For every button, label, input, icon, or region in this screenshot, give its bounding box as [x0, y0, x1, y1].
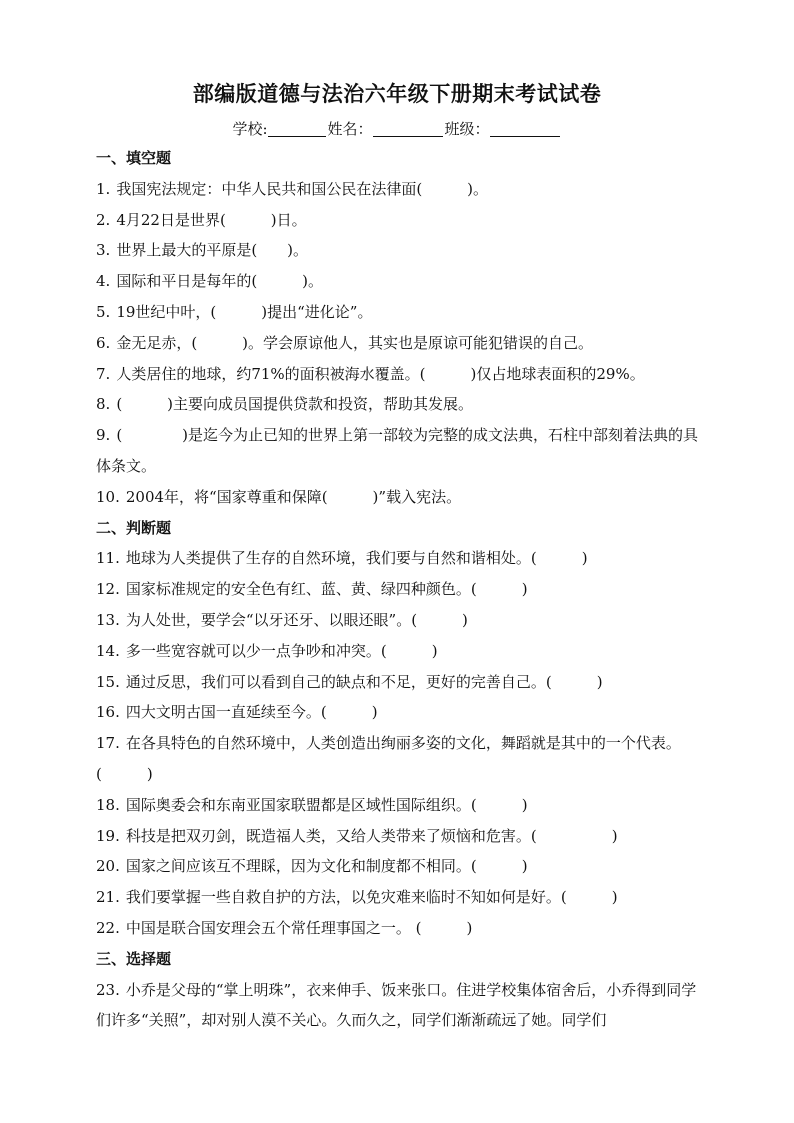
- question-text: 我们要掌握一些自救自护的方法，以免灾难来临时不知如何是好。( ): [125, 888, 618, 907]
- question-text: 多一些宽容就可以少一点争吵和冲突。( ): [125, 641, 438, 660]
- question-item: [96, 851, 700, 882]
- question-number: 5.: [96, 302, 111, 321]
- question-number: 14.: [96, 641, 120, 660]
- section-heading: 三、选择题: [96, 949, 172, 968]
- question-number: 6.: [96, 333, 111, 352]
- question-item: [96, 389, 700, 420]
- question-number: 23.: [96, 980, 120, 999]
- question-text: 4月22日是世界( )日。: [116, 210, 307, 229]
- question-number: 21.: [96, 888, 120, 907]
- question-text: 科技是把双刃剑，既造福人类，又给人类带来了烦恼和危害。( ): [125, 826, 618, 845]
- question-item: [96, 328, 700, 359]
- question-item: [96, 728, 700, 790]
- question-text: ( )是迄今为止已知的世界上第一部较为完整的成文法典，石柱中部刻着法典的具体条文。: [96, 426, 699, 475]
- question-item: [96, 821, 700, 852]
- question-text: ( )主要向成员国提供贷款和投资，帮助其发展。: [116, 395, 474, 414]
- question-item: [96, 605, 700, 636]
- question-number: 1.: [96, 179, 111, 198]
- school-label: 学校:: [232, 120, 268, 138]
- question-text: 中国是联合国安理会五个常任理事国之一。 ( ): [125, 918, 473, 937]
- question-item: [96, 790, 700, 821]
- question-text: 地球为人类提供了生存的自然环境，我们要与自然和谐相处。( ): [125, 549, 588, 568]
- question-number: 13.: [96, 610, 120, 629]
- class-blank[interactable]: [490, 121, 560, 137]
- question-item: [96, 235, 700, 266]
- question-text: 四大文明古国一直延续至今。( ): [125, 703, 378, 722]
- name-blank[interactable]: [373, 121, 443, 137]
- question-text: 小乔是父母的“掌上明珠”，衣来伸手、饭来张口。住进学校集体宿舍后，小乔得到同学们许多“关照”，却对别人漠不关心。久而久之，同学们渐渐疏远了她。同学们: [96, 980, 697, 1030]
- question-number: 8.: [96, 395, 111, 414]
- question-item: [96, 697, 700, 728]
- class-label: 班级：: [444, 120, 490, 138]
- question-item: [96, 574, 700, 605]
- question-number: 4.: [96, 272, 111, 291]
- question-item: [96, 205, 700, 236]
- question-number: 18.: [96, 795, 120, 814]
- question-item: [96, 913, 700, 944]
- question-number: 7.: [96, 364, 111, 383]
- question-number: 16.: [96, 703, 120, 722]
- question-item: [96, 359, 700, 390]
- question-text: 为人处世，要学会“以牙还牙、以眼还眼”。( ): [125, 610, 468, 629]
- question-text: 国家标准规定的安全色有红、蓝、黄、绿四种颜色。( ): [125, 580, 528, 599]
- question-item: [96, 543, 700, 574]
- question-item: [96, 174, 700, 205]
- question-number: 9.: [96, 426, 111, 445]
- question-number: 11.: [96, 549, 120, 568]
- question-number: 12.: [96, 580, 120, 599]
- question-number: 2.: [96, 210, 111, 229]
- question-number: 10.: [96, 487, 120, 506]
- question-item: [96, 636, 700, 667]
- question-text: 金无足赤，( )。学会原谅他人，其实也是原谅可能犯错误的自己。: [116, 333, 594, 352]
- question-number: 22.: [96, 918, 120, 937]
- question-text: 在各具特色的自然环境中，人类创造出绚丽多姿的文化，舞蹈就是其中的一个代表。( ): [96, 734, 681, 783]
- question-item: [96, 297, 700, 328]
- question-text: 19世纪中叶，( )提出“进化论”。: [116, 302, 373, 321]
- name-label: 姓名：: [327, 120, 373, 138]
- question-item: [96, 667, 700, 698]
- question-text: 国际和平日是每年的( )。: [116, 272, 324, 291]
- student-info-line: [0, 118, 794, 139]
- question-item: [96, 420, 700, 482]
- school-blank[interactable]: [268, 121, 326, 137]
- question-text: 2004年，将“国家尊重和保障( )”载入宪法。: [125, 487, 462, 506]
- question-text: 通过反思，我们可以看到自己的缺点和不足，更好的完善自己。( ): [125, 672, 603, 691]
- question-text: 国际奥委会和东南亚国家联盟都是区域性国际组织。( ): [125, 795, 528, 814]
- question-list: [96, 143, 700, 1036]
- question-text: 世界上最大的平原是( )。: [116, 241, 309, 260]
- section-heading: 一、填空题: [96, 149, 172, 167]
- question-number: 20.: [96, 857, 120, 876]
- question-number: 15.: [96, 672, 120, 691]
- question-number: 3.: [96, 241, 111, 260]
- question-item: [96, 266, 700, 297]
- question-number: 19.: [96, 826, 120, 845]
- question-number: 17.: [96, 734, 120, 753]
- question-text: 国家之间应该互不理睬，因为文化和制度都不相同。( ): [125, 857, 528, 876]
- section-heading: 二、判断题: [96, 518, 172, 537]
- question-item: [96, 482, 700, 513]
- question-item: [96, 975, 700, 1037]
- question-item: [96, 882, 700, 913]
- page-title: 部编版道德与法治六年级下册期末考试试卷: [192, 82, 602, 106]
- question-text: 我国宪法规定：中华人民共和国公民在法律面( )。: [116, 179, 489, 198]
- question-text: 人类居住的地球，约71%的面积被海水覆盖。( )仅占地球表面积的29%。: [116, 364, 645, 383]
